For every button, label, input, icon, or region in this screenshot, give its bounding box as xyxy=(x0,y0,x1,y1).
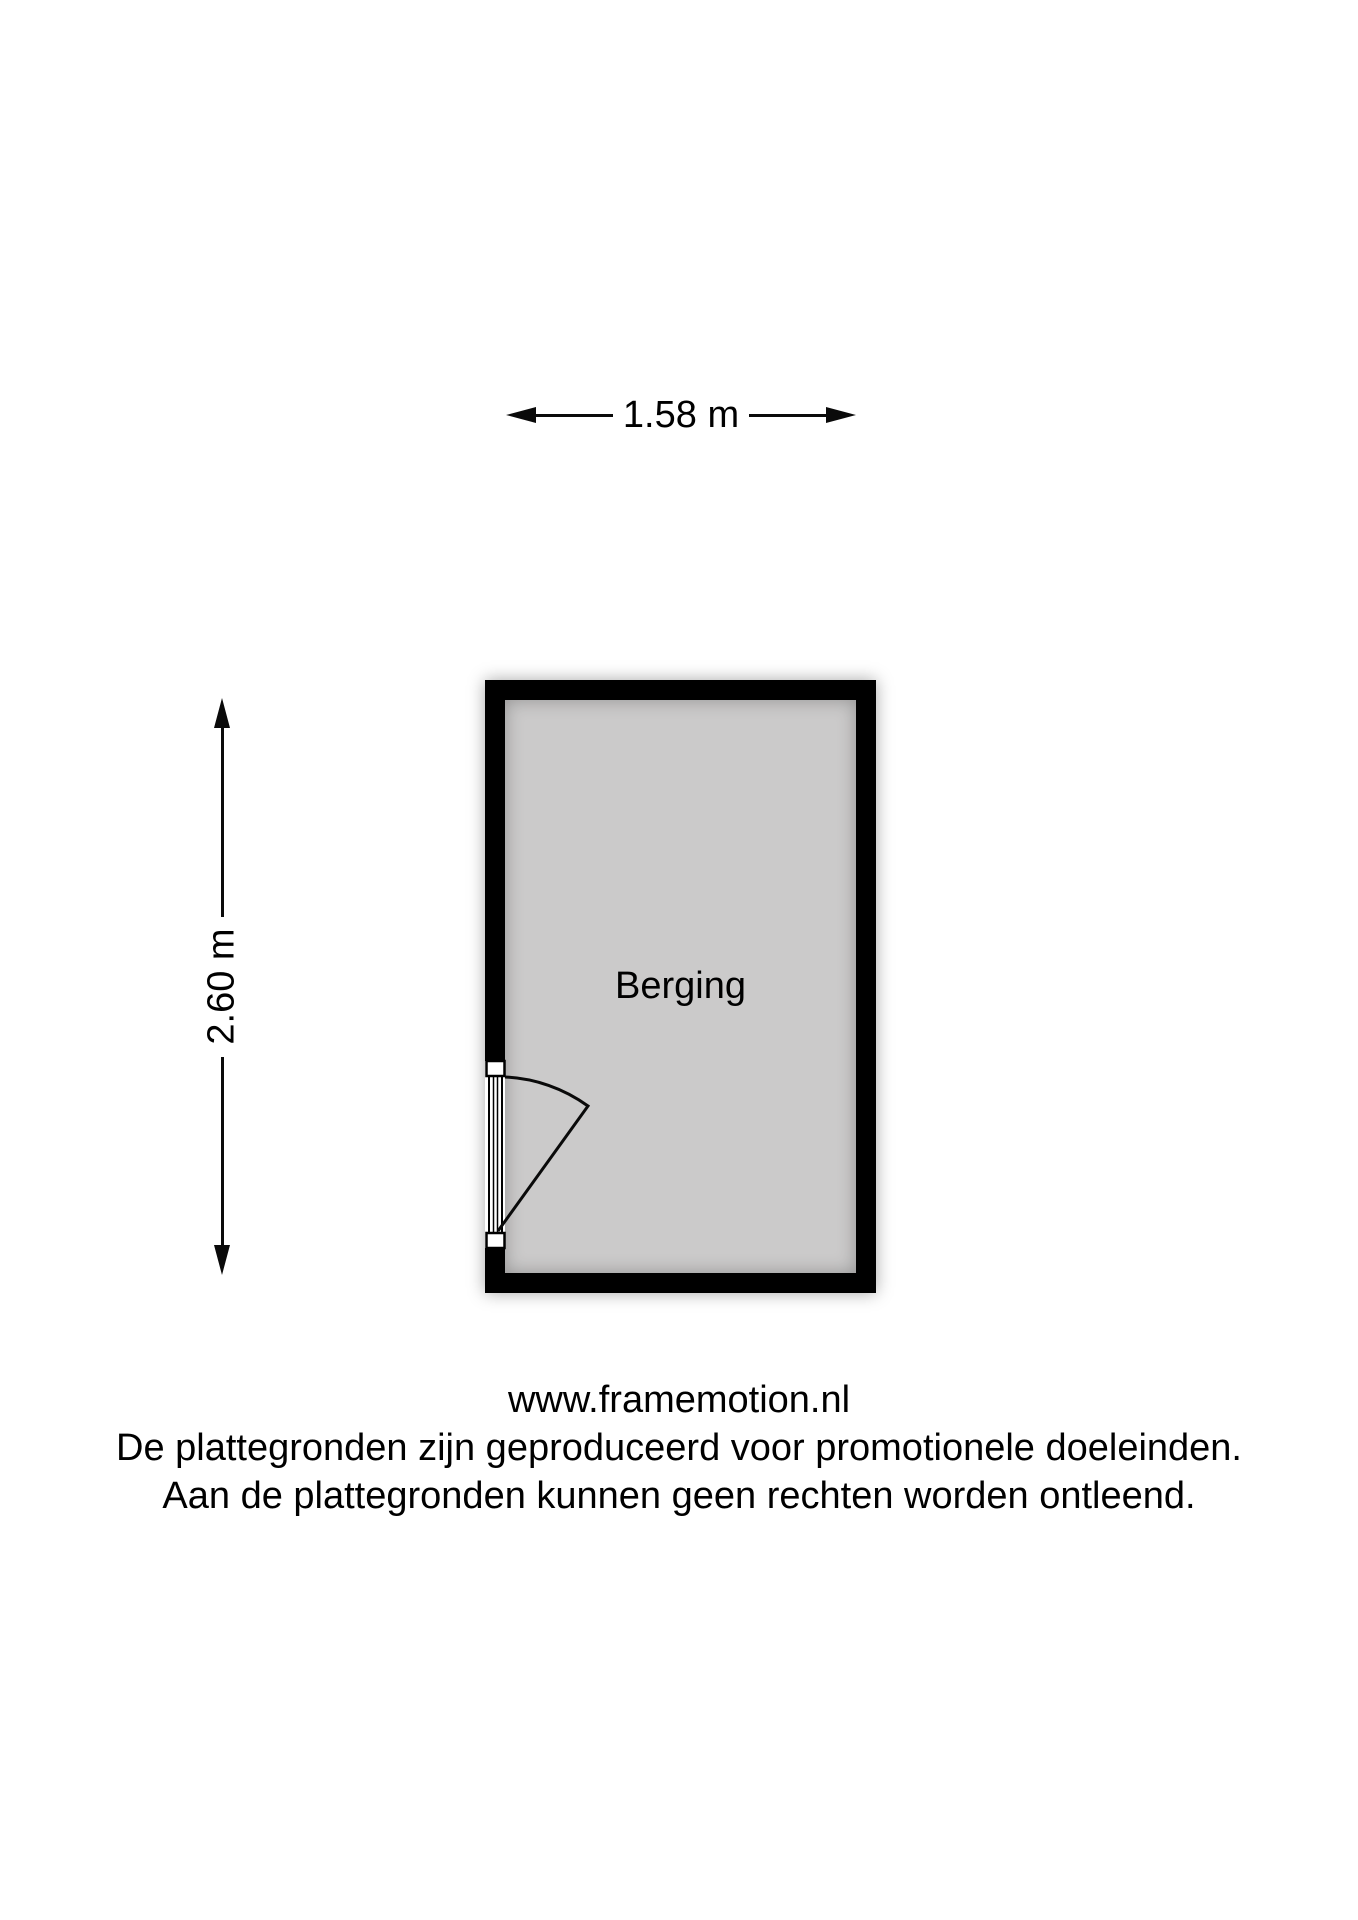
dimension-line xyxy=(221,728,224,917)
disclaimer-line-2: Aan de plattegronden kunnen geen rechten worden ontleend. xyxy=(162,1475,1196,1517)
dimension-height-label-box xyxy=(200,917,244,1057)
dimension-height-label: 2.60 m xyxy=(200,928,243,1045)
arrow-down-icon xyxy=(214,1245,230,1275)
door-jamb-top xyxy=(487,1061,505,1076)
dimension-line xyxy=(536,414,613,417)
floorplan xyxy=(485,680,876,1293)
arrow-right-icon xyxy=(826,407,856,423)
dimension-line xyxy=(221,1057,224,1246)
footer xyxy=(0,1376,1358,1520)
door-jamb-bottom xyxy=(487,1233,505,1248)
dimension-height xyxy=(200,698,244,1275)
dimension-line xyxy=(749,414,826,417)
arrow-up-icon xyxy=(214,698,230,728)
disclaimer-line-1: De plattegronden zijn geproduceerd voor promotionele doeleinden. xyxy=(116,1427,1242,1469)
door-panel xyxy=(489,1076,502,1233)
dimension-width xyxy=(506,392,856,438)
website-text: www.framemotion.nl xyxy=(507,1379,851,1421)
dimension-width-label: 1.58 m xyxy=(622,394,740,436)
room-name-label: Berging xyxy=(615,965,746,1007)
arrow-left-icon xyxy=(506,407,536,423)
